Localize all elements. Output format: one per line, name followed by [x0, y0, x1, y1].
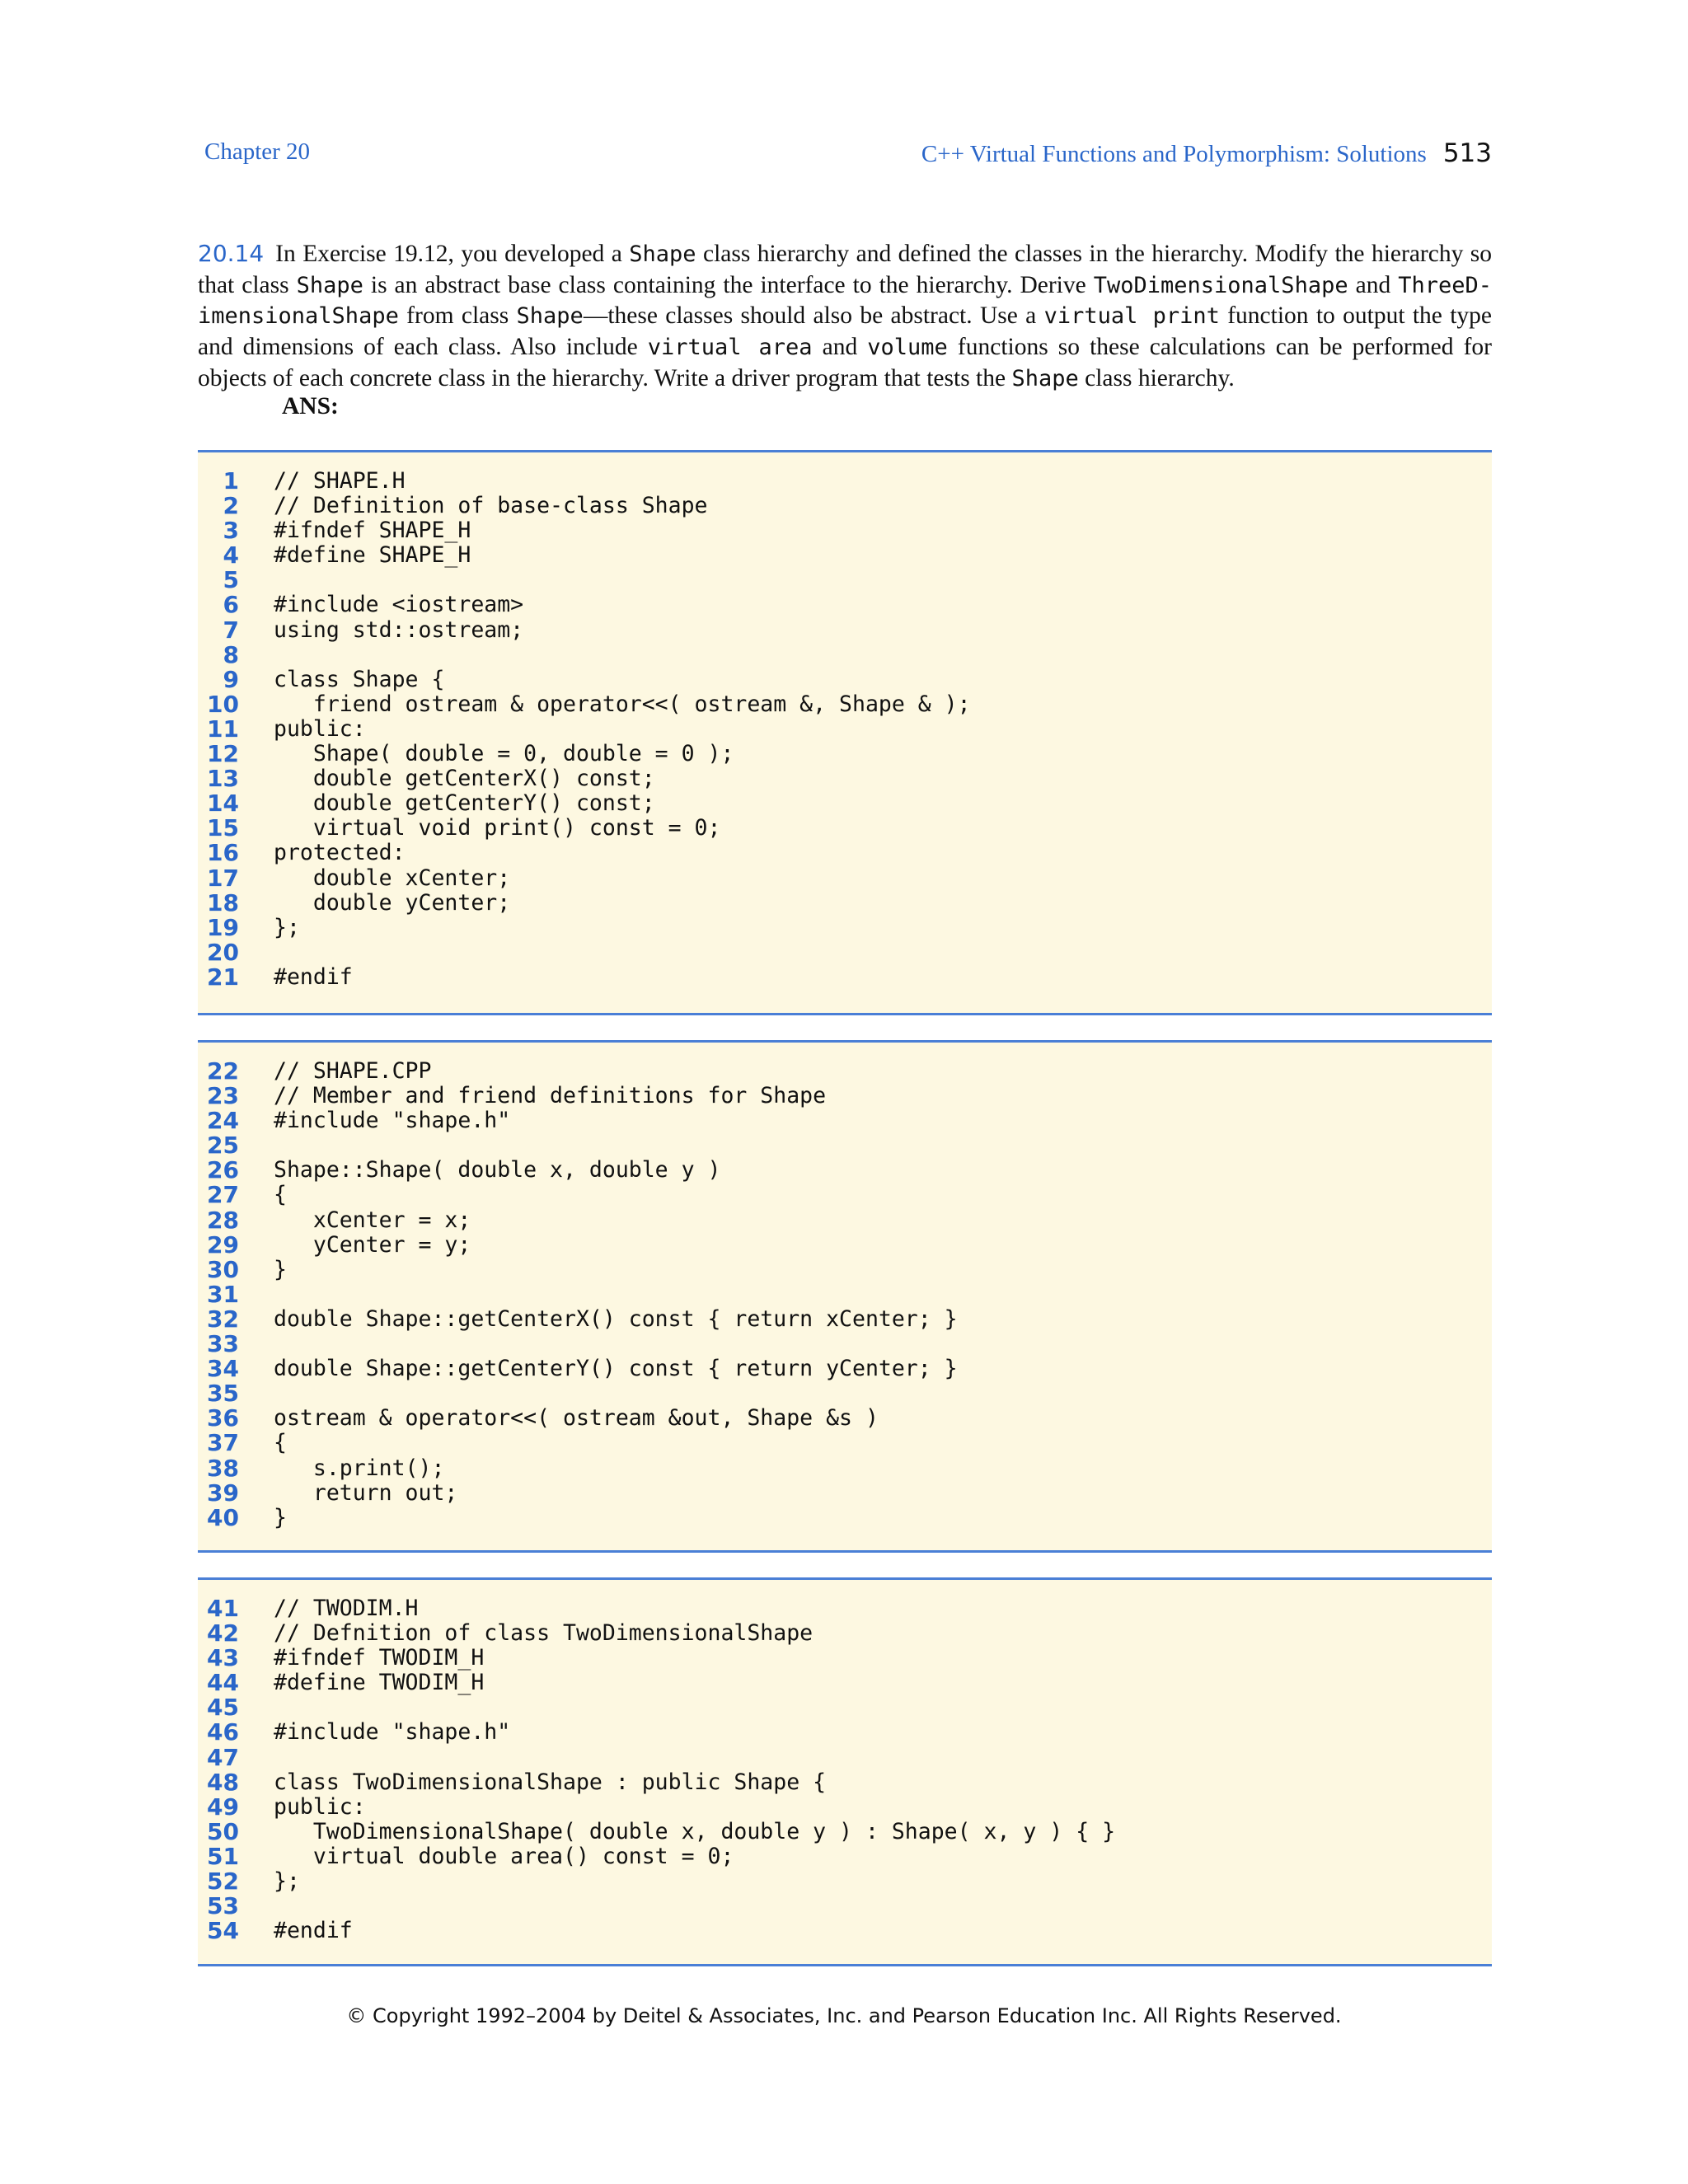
line-number: 33 [207, 1330, 239, 1358]
line-number: 26 [207, 1156, 239, 1184]
code-text: Shape::Shape( double x, double y ) [274, 1157, 721, 1183]
inline-code: Shape [296, 272, 363, 298]
code-line [198, 1596, 1492, 1621]
inline-code: volume [867, 335, 948, 361]
code-text: double Shape::getCenterY() const { return yCenter; } [274, 1356, 958, 1382]
code-line [198, 742, 1492, 766]
inline-code: virtual print [1043, 303, 1220, 330]
code-text: xCenter = x; [274, 1207, 471, 1233]
line-number: 41 [207, 1595, 239, 1622]
code-text: TwoDimensionalShape( double x, double y ) : Shape( x, y ) { } [274, 1818, 1116, 1844]
exercise-text-run: and [812, 334, 868, 361]
code-line [198, 1357, 1492, 1381]
line-number: 16 [207, 839, 239, 867]
code-text: #endif [274, 1918, 353, 1944]
code-line [198, 791, 1492, 816]
code-text: } [274, 1504, 287, 1530]
code-line [198, 766, 1492, 791]
code-line [198, 1431, 1492, 1455]
code-text: // Defnition of class TwoDimensionalShape [274, 1620, 814, 1647]
code-text: } [274, 1256, 287, 1282]
code-line [198, 543, 1492, 568]
code-line [198, 1844, 1492, 1869]
code-line [198, 1282, 1492, 1307]
answer-label: ANS: [282, 393, 339, 419]
code-listing-shape-h [198, 450, 1492, 1015]
code-text: // SHAPE.H [274, 468, 406, 494]
line-number: 13 [207, 765, 239, 793]
line-number: 50 [207, 1817, 239, 1845]
code-text: ostream & operator<<( ostream &out, Shape &s ) [274, 1405, 879, 1432]
code-text: s.print(); [274, 1455, 445, 1481]
code-line [198, 494, 1492, 518]
line-number: 18 [207, 888, 239, 916]
code-text: #include <iostream> [274, 592, 524, 618]
code-line [198, 1770, 1492, 1795]
code-text: // TWODIM.H [274, 1596, 419, 1621]
code-text: yCenter = y; [274, 1231, 471, 1258]
code-line [198, 1646, 1492, 1671]
code-text: class Shape { [274, 666, 445, 692]
line-number: 48 [207, 1768, 239, 1796]
code-line [198, 940, 1492, 965]
code-line [198, 618, 1492, 643]
code-line [198, 717, 1492, 742]
line-number: 21 [207, 963, 239, 991]
line-number: 8 [223, 640, 239, 668]
line-number: 17 [207, 864, 239, 892]
line-number: 24 [207, 1107, 239, 1135]
code-line [198, 1456, 1492, 1481]
line-number: 4 [223, 541, 239, 569]
line-number: 15 [207, 814, 239, 842]
code-line [198, 1208, 1492, 1233]
code-text: friend ostream & operator<<( ostream &, Shape & ); [274, 691, 971, 717]
code-text: virtual double area() const = 0; [274, 1843, 734, 1869]
code-line [198, 1307, 1492, 1332]
exercise-text-run: and [1348, 271, 1399, 298]
line-number: 6 [223, 591, 239, 619]
line-number: 7 [223, 616, 239, 644]
code-line [198, 1255, 1492, 1283]
inline-code: virtual area [647, 335, 813, 361]
line-number: 9 [223, 665, 239, 693]
exercise-number: 20.14 [198, 240, 265, 267]
code-line [198, 1059, 1492, 1084]
chapter-label: Chapter 20 [204, 138, 311, 165]
line-number: 19 [207, 913, 239, 941]
line-number: 31 [207, 1280, 239, 1308]
running-head [204, 138, 1492, 180]
line-number: 38 [207, 1454, 239, 1482]
code-line [198, 816, 1492, 841]
code-text: class TwoDimensionalShape : public Shape { [274, 1769, 827, 1795]
exercise-text-run: —these classes should also be abstract. Use a [583, 302, 1044, 330]
code-line [198, 1503, 1492, 1531]
code-line [198, 1671, 1492, 1695]
code-line [198, 866, 1492, 891]
exercise-statement [198, 239, 1492, 395]
code-line [198, 1158, 1492, 1183]
code-line [198, 568, 1492, 593]
line-number: 35 [207, 1380, 239, 1408]
code-text: virtual void print() const = 0; [274, 815, 721, 841]
line-number: 14 [207, 790, 239, 818]
page-number: 513 [1442, 138, 1492, 168]
line-number: 22 [207, 1057, 239, 1085]
line-number: 27 [207, 1181, 239, 1209]
code-line [198, 841, 1492, 865]
line-number: 39 [207, 1479, 239, 1507]
exercise-text-run: is an abstract base class containing the interface to the hierarchy. Derive [363, 271, 1094, 298]
code-line [198, 1183, 1492, 1207]
code-line [198, 1795, 1492, 1820]
line-number: 20 [207, 938, 239, 966]
line-number: 40 [207, 1503, 239, 1531]
running-head-right [921, 138, 1492, 168]
line-number: 52 [207, 1868, 239, 1896]
code-text: protected: [274, 840, 406, 866]
section-title: C++ Virtual Functions and Polymorphism: Solutions [921, 141, 1427, 167]
line-number: 29 [207, 1230, 239, 1258]
line-number: 32 [207, 1305, 239, 1333]
line-number: 44 [207, 1669, 239, 1697]
code-line [198, 1817, 1492, 1845]
line-number: 54 [207, 1917, 239, 1945]
code-text: }; [274, 914, 300, 940]
code-line [198, 1695, 1492, 1720]
code-text: public: [274, 715, 366, 742]
code-line [198, 1381, 1492, 1406]
code-text: double xCenter; [274, 865, 511, 891]
exercise-paragraph [198, 239, 1492, 395]
code-text: Shape( double = 0, double = 0 ); [274, 741, 734, 767]
line-number: 37 [207, 1429, 239, 1457]
code-text: #endif [274, 963, 353, 990]
code-line [198, 692, 1492, 717]
line-number: 42 [207, 1619, 239, 1647]
code-text: #ifndef TWODIM_H [274, 1645, 485, 1671]
code-line [198, 1332, 1492, 1357]
line-number: 53 [207, 1892, 239, 1920]
code-line [198, 965, 1492, 990]
code-text: double Shape::getCenterX() const { return xCenter; } [274, 1305, 958, 1332]
code-text: #define SHAPE_H [274, 542, 471, 569]
code-text: return out; [274, 1479, 458, 1506]
line-number: 5 [223, 566, 239, 594]
code-text: }; [274, 1868, 300, 1895]
exercise-text-run: function to output the type and dimensions of each class. Also include [198, 302, 1492, 361]
line-number: 49 [207, 1793, 239, 1821]
line-number: 25 [207, 1132, 239, 1160]
line-number: 51 [207, 1842, 239, 1870]
line-number: 10 [207, 690, 239, 718]
inline-code: Shape [516, 303, 584, 330]
code-line [198, 1406, 1492, 1431]
code-line [198, 665, 1492, 693]
code-text: using std::ostream; [274, 616, 524, 643]
code-text: #ifndef SHAPE_H [274, 518, 471, 544]
code-text: public: [274, 1793, 366, 1820]
line-number: 12 [207, 740, 239, 768]
code-line [198, 1133, 1492, 1158]
line-number: 3 [223, 517, 239, 545]
line-number: 28 [207, 1206, 239, 1234]
line-number: 45 [207, 1694, 239, 1722]
code-line [198, 913, 1492, 941]
line-number: 43 [207, 1644, 239, 1672]
code-listing-twodim-h [198, 1577, 1492, 1966]
code-line [198, 1621, 1492, 1646]
exercise-text-run: functions so these calculations can be performed for objects of each concrete class in the hierarchy. Write a driver program that tests the [198, 334, 1492, 391]
code-text: #define TWODIM_H [274, 1670, 485, 1696]
code-text: // Member and friend definitions for Shape [274, 1083, 827, 1109]
code-text: double getCenterX() const; [274, 766, 655, 792]
code-line [198, 1720, 1492, 1745]
line-number: 47 [207, 1743, 239, 1771]
inline-code: ThreeD-imensionalShape [198, 272, 1492, 330]
code-line [198, 1230, 1492, 1258]
line-number: 46 [207, 1718, 239, 1746]
code-line [198, 1108, 1492, 1133]
inline-code: Shape [1011, 365, 1079, 391]
inline-code: TwoDimensionalShape [1093, 272, 1348, 298]
exercise-text-run: class hierarchy. [1078, 364, 1235, 391]
code-text: #include "shape.h" [274, 1108, 511, 1134]
code-line [198, 640, 1492, 668]
code-line [198, 888, 1492, 916]
line-number: 1 [223, 467, 239, 494]
exercise-text-run: from class [398, 302, 517, 330]
copyright-footer: © Copyright 1992–2004 by Deitel & Associates, Inc. and Pearson Education Inc. All Rights Reserved. [346, 2004, 1342, 2027]
code-listing-shape-cpp [198, 1040, 1492, 1553]
line-number: 2 [223, 492, 239, 520]
code-line [198, 1481, 1492, 1506]
code-text: // Definition of base-class Shape [274, 493, 708, 519]
line-number: 36 [207, 1404, 239, 1432]
line-number: 34 [207, 1355, 239, 1383]
line-number: 11 [207, 715, 239, 743]
line-number: 30 [207, 1255, 239, 1283]
code-line [198, 593, 1492, 617]
inline-code: Shape [629, 241, 696, 267]
code-text: { [274, 1430, 287, 1456]
line-number: 23 [207, 1082, 239, 1110]
code-text: #include "shape.h" [274, 1719, 511, 1746]
code-text: // SHAPE.CPP [274, 1058, 432, 1084]
code-line [198, 1869, 1492, 1894]
code-line [198, 1919, 1492, 1943]
code-line [198, 469, 1492, 494]
code-line [198, 518, 1492, 543]
exercise-text-run: class hierarchy and defined the classes in the hierarchy. Modify the hierarchy so that class [198, 241, 1493, 298]
code-text: double getCenterY() const; [274, 790, 655, 817]
code-line [198, 1743, 1492, 1771]
code-text: { [274, 1182, 287, 1208]
code-text: double yCenter; [274, 889, 511, 916]
exercise-text-run: In Exercise 19.12, you developed a [275, 241, 630, 267]
code-line [198, 1894, 1492, 1919]
code-line [198, 1084, 1492, 1108]
